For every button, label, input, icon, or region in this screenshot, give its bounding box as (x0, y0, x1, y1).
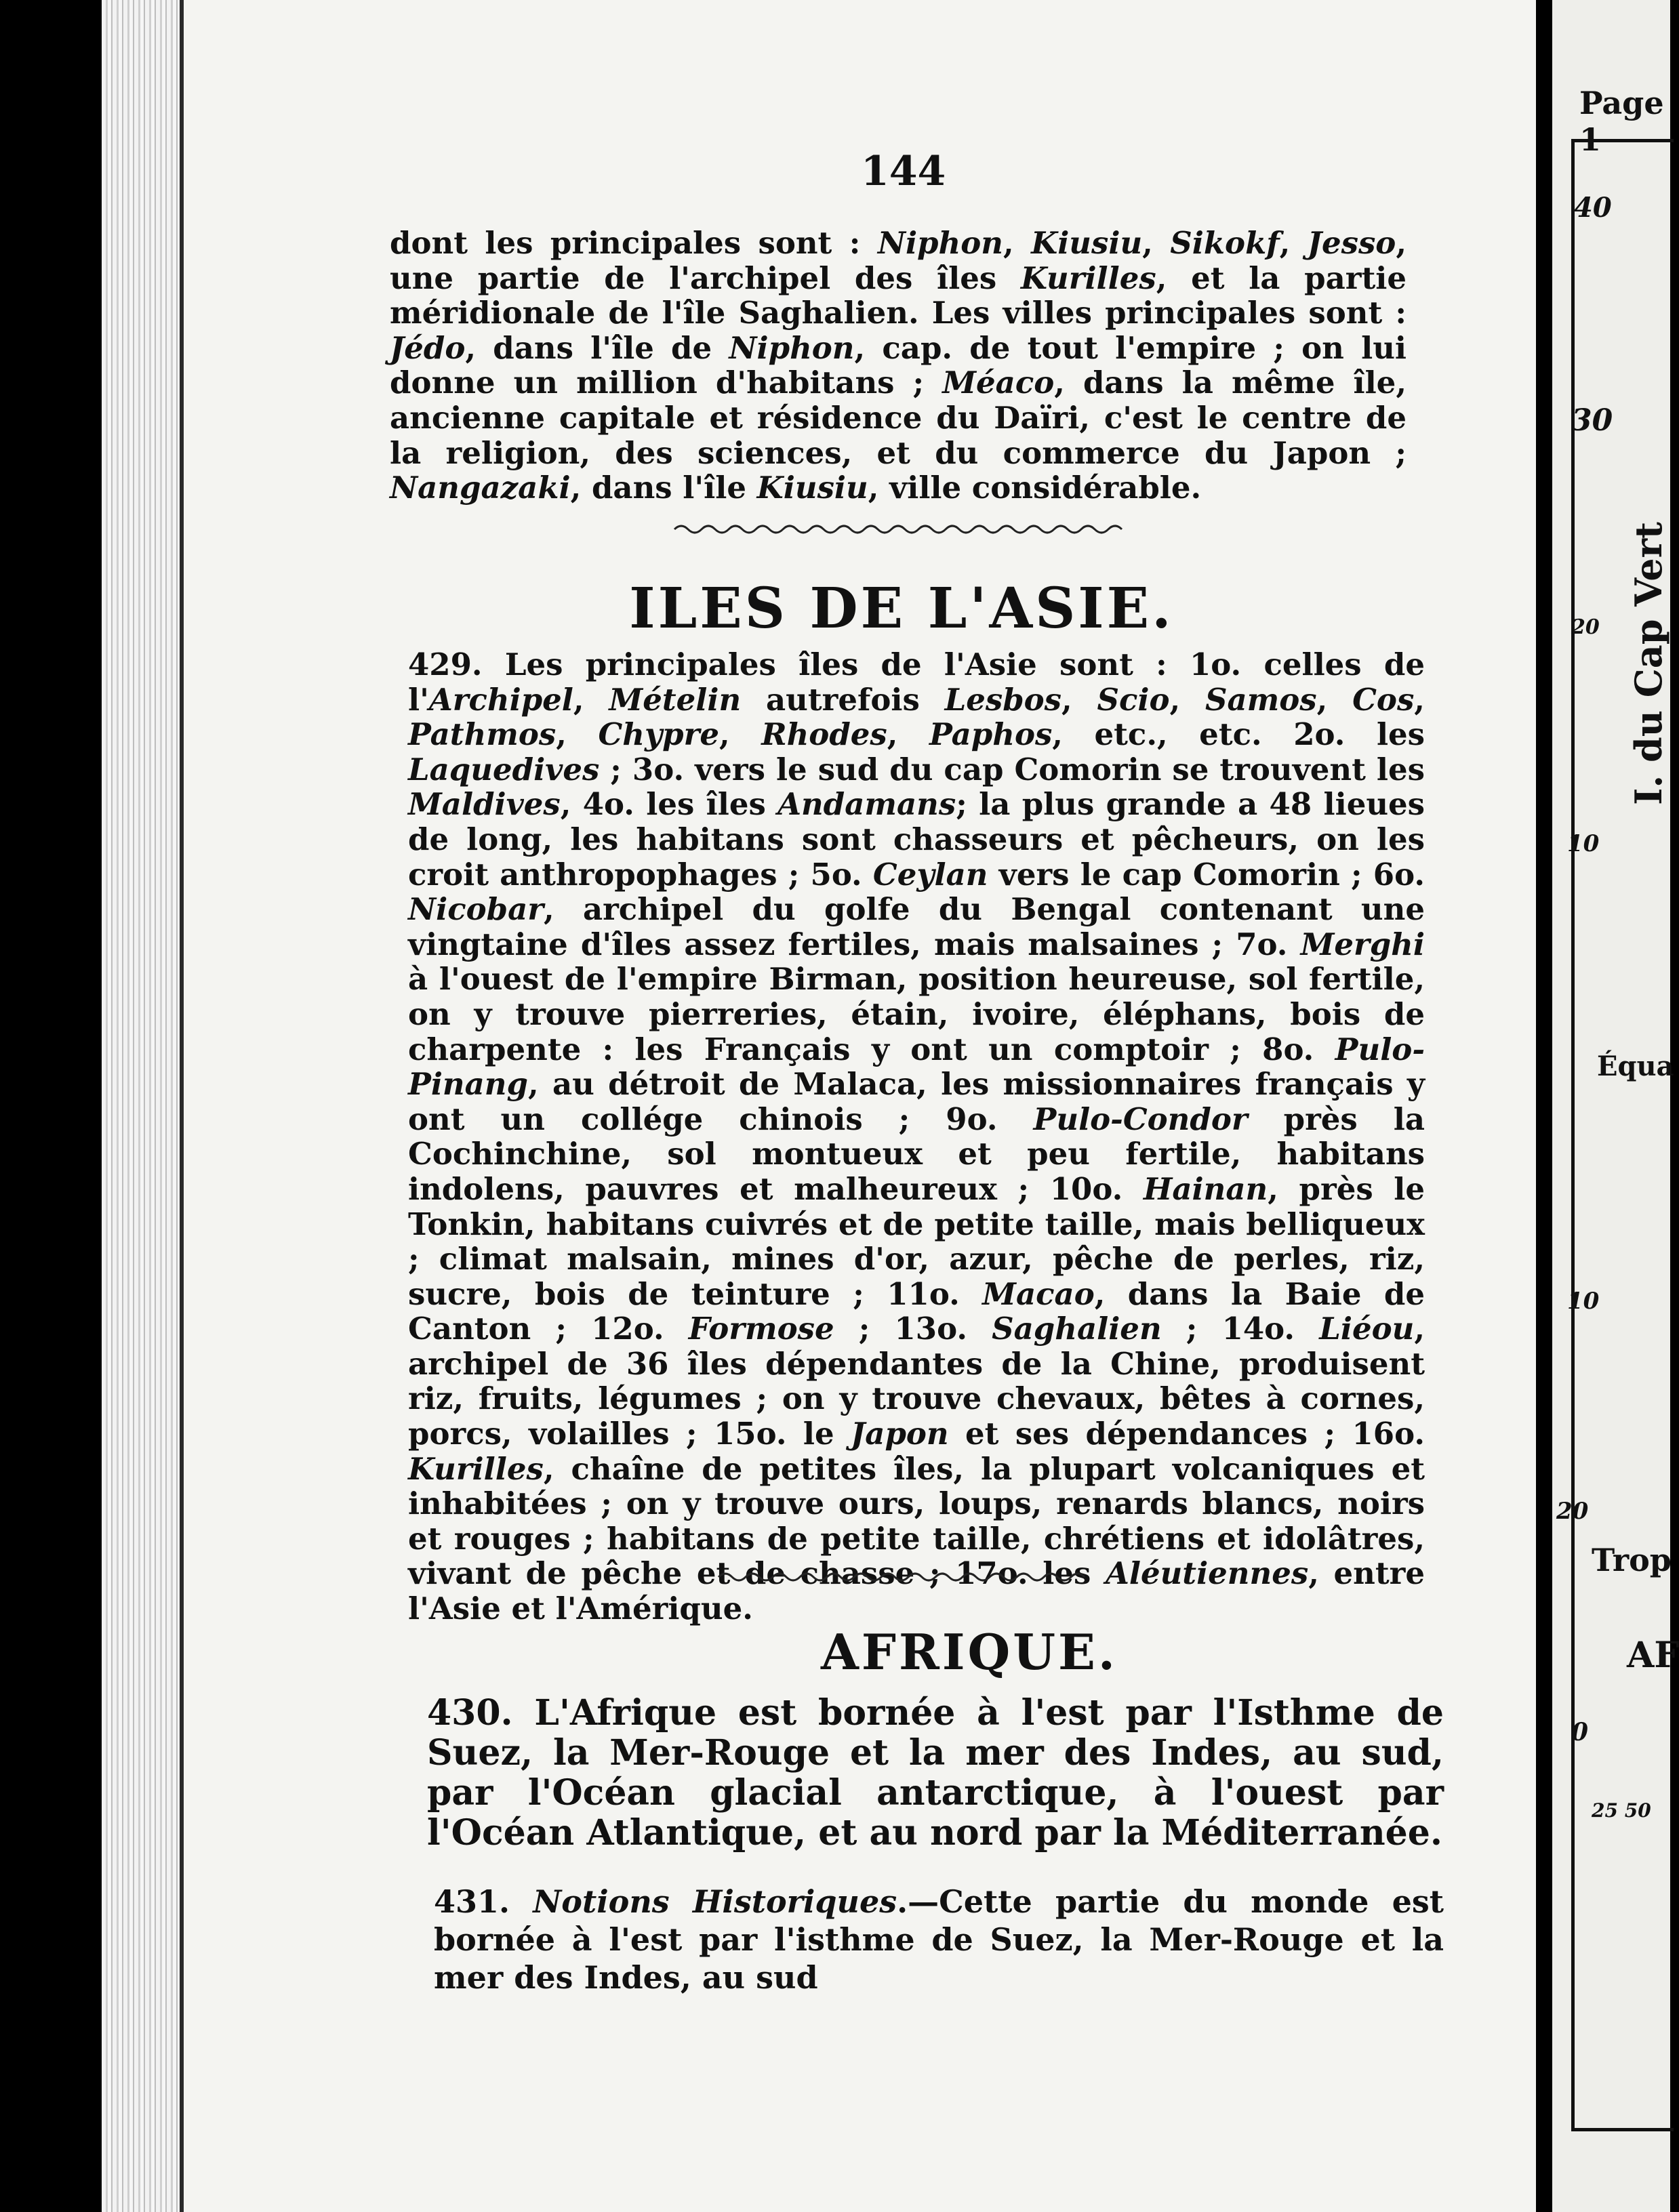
wavy-line (719, 1574, 1085, 1580)
text-run: , (556, 716, 599, 753)
text-run: , ville considérable. (868, 470, 1202, 506)
ornamental-rule (719, 1570, 1085, 1584)
text-run: 431. (434, 1883, 533, 1920)
map-cap-vert-label: I. du Cap Vert (1627, 522, 1670, 805)
italic-term: Kiusiu (1031, 225, 1143, 261)
italic-term: Niphon (877, 225, 1003, 261)
map-page-label: Page 1 (1579, 85, 1664, 158)
italic-term: Lesbos (944, 681, 1062, 718)
italic-term: Laquedives (408, 751, 600, 787)
text-run: , au détroit de Malaca, les missionnaires français y ont un collége chinois ; 9o. (408, 1066, 1425, 1137)
text-run: 430. L'Afrique est bornée à l'est par l'Isthme de Suez, la Mer-Rouge et la mer des Indes, au sud, par l'Océan glacial antarctique, à l'ouest par l'Océan Atlantique, et au nord par la Méditerranée. (427, 1692, 1444, 1853)
italic-term: Notions Historiques (533, 1883, 897, 1920)
text-run: ; 14o. (1161, 1311, 1320, 1347)
text-run: .—Cette partie du monde est bornée à l'est par l'isthme de Suez, la Mer-Rouge et la mer des Indes, au sud (434, 1883, 1444, 1996)
text-run: , (1169, 681, 1205, 718)
text-run: à l'ouest de l'empire Birman, position heureuse, sol fertile, on y trouve pierreries, étain, ivoire, éléphans, bois de charpente : les Français y ont un comptoir ; 8o. (408, 961, 1425, 1067)
italic-term: Ceylan (872, 856, 988, 893)
text-run: , dans la Baie de Canton ; 12o. (408, 1275, 1425, 1347)
text-run: ; 13o. (834, 1311, 992, 1347)
map-latitude-label: 10 (1567, 830, 1600, 857)
paragraph-431 (434, 1883, 1444, 1996)
italic-term: Andamans (777, 786, 956, 823)
text-run: , dans la même île, ancienne capitale et résidence du Daïri, c'est le centre de la religion, des sciences, et du commerce du Japon ; (390, 365, 1407, 471)
italic-term: Nicobar (408, 891, 544, 928)
text-run: , (573, 681, 609, 718)
text-run: , 4o. les îles (560, 786, 778, 823)
map-latitude-label: 40 (1574, 192, 1612, 224)
text-run: , dans l'île (570, 470, 757, 506)
page-stack-edge (102, 0, 183, 2212)
italic-term: Saghalien (992, 1311, 1162, 1347)
japon-paragraph (390, 226, 1407, 506)
text-run: ; 3o. vers le sud du cap Comorin se trouvent les (599, 751, 1425, 787)
text-run: , une partie de l'archipel des îles (390, 225, 1407, 296)
text-run: , chaîne de petites îles, la plupart volcaniques et inhabitées ; on y trouve ours, loups, renards blancs, noirs et rouges ; habitans de petite taille, chrétiens et idolâtres, vivant de pêche et de chasse ; 17o. les (408, 1450, 1425, 1592)
italic-term: Japon (851, 1416, 949, 1452)
italic-term: Kiusiu (756, 470, 868, 506)
map-latitude-label: 30 (1571, 403, 1613, 438)
text-run: près la Cochinchine, sol montueux et peu fertile, habitans indolens, pauvres et malheureux ; 10o. (408, 1101, 1425, 1207)
italic-term: Maldives (408, 786, 561, 823)
ornamental-rule (674, 522, 1122, 537)
italic-term: Paphos (929, 716, 1053, 753)
italic-term: Pulo-Condor (1033, 1101, 1248, 1137)
map-tropic-label: Trop (1592, 1542, 1672, 1578)
map-latitude-label: 10 (1567, 1288, 1600, 1315)
text-run: , entre l'Asie et l'Amérique. (408, 1555, 1425, 1627)
italic-term: Pulo-Pinang (408, 1031, 1425, 1103)
text-run: , (1142, 225, 1171, 261)
italic-term: Formose (688, 1311, 834, 1347)
text-run: , (1279, 225, 1308, 261)
italic-term: Mételin (609, 681, 742, 718)
italic-term: Merghi (1300, 926, 1425, 962)
text-run: dont les principales sont : (390, 225, 878, 261)
paragraph-430 (427, 1693, 1444, 1853)
text-run: , etc., etc. 2o. les (1052, 716, 1425, 753)
italic-term: Méaco (942, 365, 1055, 401)
italic-term: Chypre (598, 716, 719, 753)
text-run: , archipel de 36 îles dépendantes de la Chine, produisent riz, fruits, légumes ; on y trouve chevaux, bêtes à cornes, porcs, volailles ; 15o. le (408, 1311, 1425, 1452)
section-heading-asie: ILES DE L'ASIE. (629, 576, 1174, 641)
italic-term: Rhodes (761, 716, 887, 753)
map-frame (1571, 139, 1674, 2131)
text-run: , (1061, 681, 1097, 718)
italic-term: Cos (1352, 681, 1415, 718)
italic-term: Sikokf (1170, 225, 1280, 261)
italic-term: Kurilles (408, 1450, 544, 1487)
italic-term: Nangazaki (390, 470, 571, 506)
italic-term: Kurilles (1020, 260, 1156, 296)
text-run: , (887, 716, 929, 753)
italic-term: Jesso (1307, 225, 1396, 261)
italic-term: Scio (1097, 681, 1170, 718)
italic-term: Samos (1205, 681, 1317, 718)
italic-term: Archipel (428, 681, 573, 718)
italic-term: Pathmos (408, 716, 557, 753)
text-run: , dans l'île de (465, 329, 729, 366)
paragraph-429 (408, 647, 1425, 1626)
map-latitude-label: 20 (1571, 615, 1600, 639)
text-run: 429. Les principales îles de l'Asie sont : 1o. celles de l' (408, 647, 1425, 718)
map-latitude-label: 20 (1556, 1498, 1589, 1525)
text-run: autrefois (741, 681, 945, 718)
italic-term: Macao (982, 1275, 1095, 1312)
section-heading-afrique: AFRIQUE. (821, 1623, 1118, 1681)
text-run: , cap. de tout l'empire ; on lui donne un million d'habitans ; (390, 329, 1407, 401)
text-run: ; la plus grande a 48 lieues de long, les habitans sont chasseurs et pêcheurs, on les croit anthropophages ; 5o. (408, 786, 1425, 893)
map-latitude-label: 0 (1571, 1718, 1589, 1746)
text-run: , (1414, 681, 1425, 718)
map-longitude-label: 25 50 (1592, 1799, 1651, 1822)
italic-term: Niphon (729, 329, 855, 366)
italic-term: Hainan (1143, 1170, 1268, 1207)
text-run: , et la partie méridionale de l'île Saghalien. Les villes principales sont : (390, 260, 1407, 331)
map-equator-label: Équa (1597, 1050, 1674, 1082)
text-run: , (1316, 681, 1353, 718)
text-run: vers le cap Comorin ; 6o. (988, 856, 1425, 893)
wavy-line (674, 526, 1122, 533)
text-run: , (719, 716, 762, 753)
map-continent-label: AF (1627, 1635, 1679, 1676)
italic-term: Jédo (390, 329, 466, 366)
italic-term: Liéou (1319, 1311, 1415, 1347)
text-run: , près le Tonkin, habitans cuivrés et de petite taille, mais belliqueux ; climat malsain, mines d'or, azur, pêche de perles, riz, sucre, bois de teinture ; 11o. (408, 1170, 1425, 1312)
text-run: , (1003, 225, 1032, 261)
text-run: , archipel du golfe du Bengal contenant une vingtaine d'îles assez fertiles, mais malsaines ; 7o. (408, 891, 1425, 962)
text-run: et ses dépendances ; 16o. (948, 1416, 1425, 1452)
italic-term: Aléutiennes (1105, 1555, 1309, 1592)
page-number: 144 (861, 148, 946, 195)
